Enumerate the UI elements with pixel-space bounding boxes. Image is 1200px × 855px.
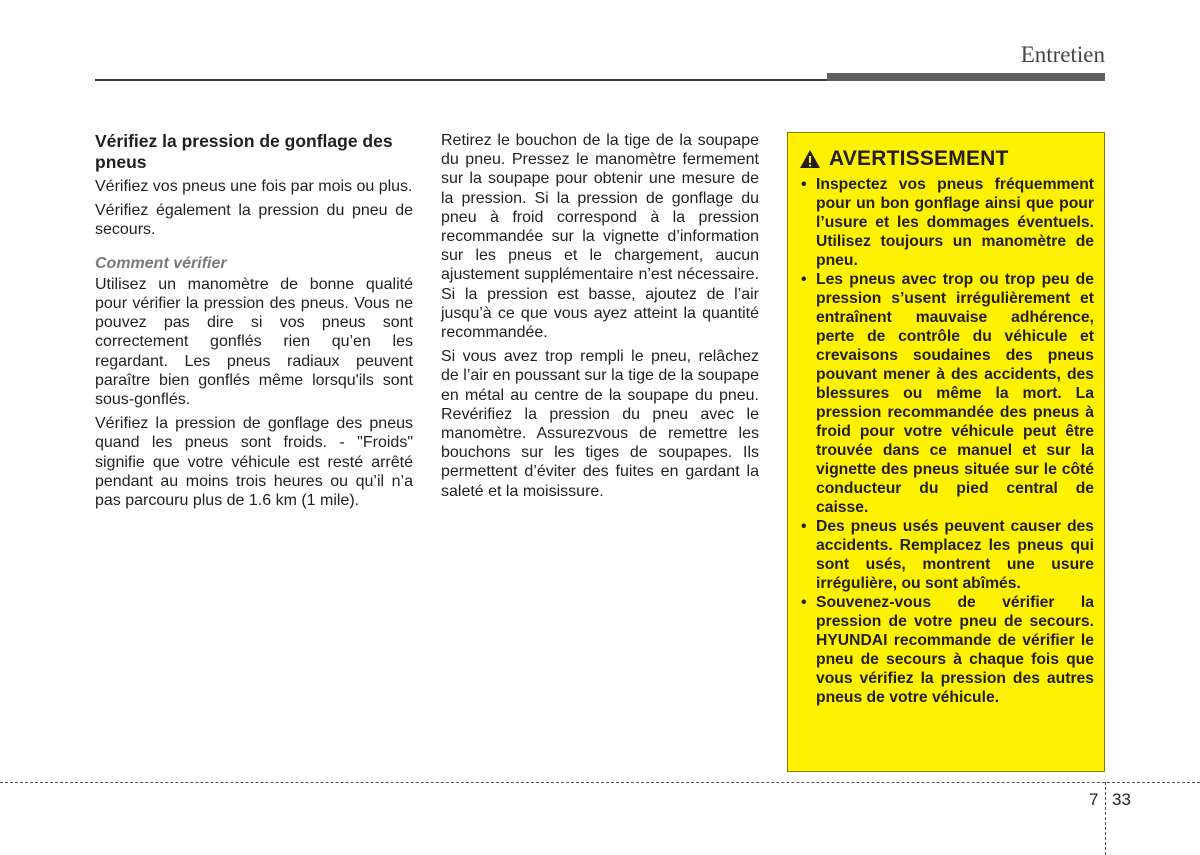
subheading: Comment vérifier [95,254,227,272]
bullet: • [801,176,807,193]
page-header-title: Entretien [1020,42,1105,67]
footer-dashed-divider [1105,782,1106,855]
chapter-number: 7 [1089,790,1099,809]
warning-list [799,175,1094,707]
bullet: • [801,518,807,535]
warning-triangle-icon [799,149,821,169]
warning-item [799,593,1094,707]
warning-item-text: Inspectez vos pneus fréquemment pour un bon gonflage ainsi que pour l’usure et les dommages éventuels. Utilisez toujours un manomètre de pneu. [816,176,1094,269]
paragraph: Vérifiez également la pression du pneu de secours. [95,202,413,239]
paragraph: Utilisez un manomètre de bonne qualité pour vérifier la pression des pneus. Vous ne pouvez pas dire si vos pneus sont correctement gonflés rien qu’en les regardant. Les pneus radiaux peuvent paraître bien gonflés même lorsqu'ils sont sous-gonflés. [95,275,413,409]
header-rule-thin [95,79,827,81]
warning-box [787,132,1105,772]
warning-item [799,175,1094,270]
bullet: • [801,271,807,288]
page-number: 33 [1112,790,1131,809]
paragraph: Vérifiez vos pneus une fois par mois ou plus. [95,178,413,195]
header-rule-thick [827,73,1105,81]
section-heading: Vérifiez la pression de gonflage des pneus [95,131,393,172]
warning-item-text: Les pneus avec trop ou trop peu de pression s’usent irrégulièrement et entraînent mauvaise adhérence, perte de contrôle du véhicule et crevaisons soudaines des pneus pouvant mener à des accidents, des blessures ou même la mort. La pression recommandée des pneus à froid pour votre véhicule peut être trouvée dans ce manuel et sur la vignette des pneus située sur le côté conducteur du pied central de caisse. [816,271,1094,516]
paragraph: Retirez le bouchon de la tige de la soupape du pneu. Pressez le manomètre fermement sur la soupape pour obtenir une mesure de la pression. Si la pression de gonflage du pneu à froid correspond à la pression recommandée sur la vignette d’information sur les pneus et le chargement, aucun ajustement supplémentaire n’est nécessaire. Si la pression est basse, ajoutez de l’air jusqu’à ce que vous ayez atteint la quantité recommandée. [441,132,759,342]
warning-item [799,517,1094,593]
footer-dashed-rule [0,782,1200,783]
left-column [95,131,413,515]
warning-item-text: Souvenez-vous de vérifier la pression de votre pneu de secours. HYUNDAI recommande de vérifier le pneu de secours à chaque fois que vous vérifiez la pression des autres pneus de votre véhicule. [816,594,1094,706]
paragraph: Vérifiez la pression de gonflage des pneus quand les pneus sont froids. - "Froids" signifie que votre véhicule est resté arrêté pendant au moins trois heures ou qu’il n’a pas parcouru plus de 1.6 km (1 mile). [95,415,413,510]
bullet: • [801,594,807,611]
warning-item-text: Des pneus usés peuvent causer des accidents. Remplacez les pneus qui sont usés, montrent une usure irrégulière, ou sont abîmés. [816,518,1094,592]
paragraph: Si vous avez trop rempli le pneu, relâchez de l’air en poussant sur la tige de la soupape en métal au centre de la soupape du pneu. Revérifiez la pression du pneu avec le manomètre. Assurezvous de remettre les bouchons sur les tiges de soupapes. Ils permettent d’éviter des fuites en gardant la saleté et la moisissure. [441,348,759,500]
warning-title [799,147,1094,171]
warning-title-text: AVERTISSEMENT [829,147,1009,170]
warning-item [799,270,1094,517]
middle-column [441,131,759,506]
